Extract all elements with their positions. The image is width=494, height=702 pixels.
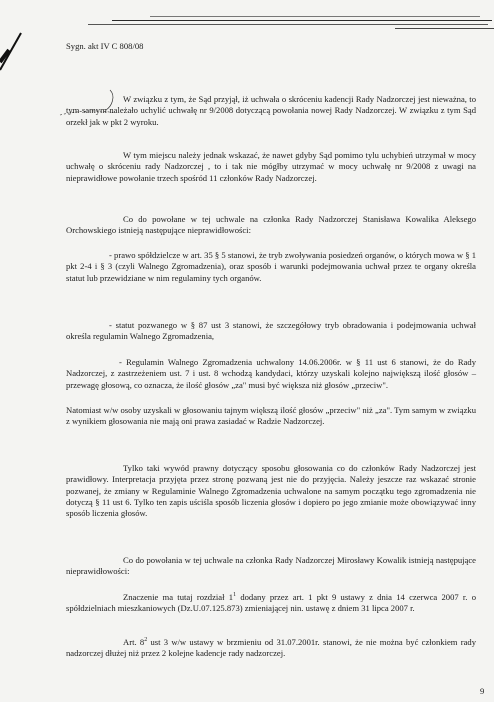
- paragraph: - Regulamin Walnego Zgromadzenia uchwalony 14.06.2006r. w § 11 ust 6 stanowi, że do Rady Nadzorczej, z zastrzeżeniem ust. 7 i ust. 8 wchodzą kandydaci, którzy uzyskali kolejno największą ilość głosów – przewagę głosową, co oznacza, że ilość głosów „za" musi być większa niż głosów „przeciw".: [66, 357, 476, 390]
- scan-line-top: [150, 16, 480, 17]
- page-number: 9: [480, 686, 485, 696]
- superscript: 1: [233, 592, 237, 599]
- paragraph: [66, 637, 476, 660]
- superscript: 2: [144, 637, 148, 644]
- case-reference: Sygn. akt IV C 808/08: [66, 41, 144, 51]
- paragraph-text: dodany przez art. 1 pkt 9 ustawy z dnia 14 czerwca 2007 r. o spółdzielniach mieszkaniowych (Dz.U.07.125.873) zmieniającej nin. ustawę z dniem 31 lipca 2007 r.: [66, 592, 476, 614]
- paragraph-text: ust 3 w/w ustawy w brzmieniu od 31.07.2001r. stanowi, że nie można być członkiem rady nadzorczej dłużej niż przez 2 kolejne kadencje rady nadzorczej.: [66, 637, 476, 659]
- paragraph: W tym miejscu należy jednak wskazać, że nawet gdyby Sąd pomimo tylu uchybień utrzymał w mocy uchwałę o skróceniu rady Nadzorczej , to i tak nie mógłby utrzymać w mocy uchwałę nr 9/2008 z uwagi na nieprawidłowe powołanie trzech spośród 11 członków Rady Nadzorczej.: [66, 150, 476, 183]
- paragraph: - prawo spółdzielcze w art. 35 § 5 stanowi, że tryb zwoływania posiedzeń organów, o których mowa w § 1 pkt 2-4 i § 3 (czyli Walnego Zgromadzenia), oraz sposób i warunki podejmowania uchwał przez te organy określa statut lub przewidziane w nim regulaminy tych organów.: [66, 250, 476, 283]
- paragraph-text: Znaczenie ma tutaj rozdział 1: [123, 592, 234, 602]
- paragraph: W związku z tym, że Sąd przyjął, iż uchwała o skróceniu kadencji Rady Nadzorczej jest nieważna, to tym samym należało uchylić uchwałę nr 9/2008 dotyczącą powołania nowej Rady Nadzorczej. W związku z tym Sąd orzekł jak w pkt 2 wyroku.: [66, 94, 476, 127]
- paragraph: Tylko taki wywód prawny dotyczący sposobu głosowania co do członków Rady Nadzorczej jest prawidłowy. Interpretacja przyjęta przez stronę pozwaną jest nie do przyjęcia. Należy jeszcze raz wskazać stronie pozwanej, że zmiany w Regulaminie Walnego Zgromadzenia uchwalone na samym początku tego zgromadzenia nie dotyczą § 11 ust 6. Tylko ten zapis uściśla sposób liczenia głosów i dopiero po jego zmianie może obowiązywać inny sposób liczenia głosów.: [66, 463, 476, 519]
- scan-line-top: [112, 20, 492, 21]
- paragraph-text: Art. 8: [123, 637, 145, 647]
- paragraph: Co do powołania w tej uchwale na członka Rady Nadzorczej Mirosławy Kowalik istnieją następujące nieprawidłowości:: [66, 555, 476, 577]
- paragraph: Natomiast w/w osoby uzyskali w głosowaniu tajnym większą ilość głosów „przeciw" niż „za". Tym samym w związku z wynikiem głosowania nie mają oni prawa zasiadać w Radzie Nadzorczej.: [66, 405, 476, 427]
- scan-line-top: [88, 24, 488, 25]
- scan-line-top: [395, 28, 494, 29]
- scan-mark-left: [0, 30, 30, 110]
- paragraph: - statut pozwanego w § 87 ust 3 stanowi, że szczegółowy tryb obradowania i podejmowania uchwał określa regulamin Walnego Zgromadzenia,: [66, 320, 476, 342]
- paragraph: Co do powołane w tej uchwale na członka Rady Nadzorczej Stanisława Kowalika Aleksego Orchowskiego istnieją następujące nieprawidłowości:: [66, 214, 476, 236]
- paragraph: [66, 592, 476, 615]
